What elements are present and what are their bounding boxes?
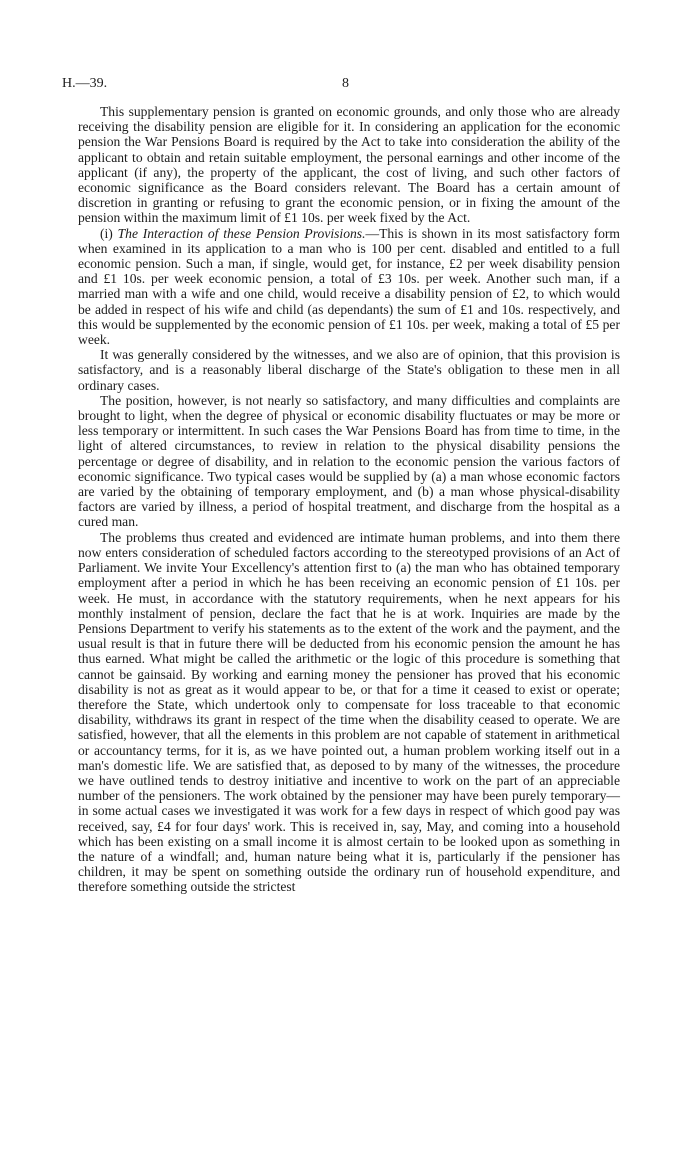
page-header [62, 76, 622, 96]
paragraph-problems: The problems thus created and evidenced are intimate human problems, and into them there now enters consideration of scheduled factors according to the stereotyped provisions of an Act of Parliament. We invite Your Excellency's attention first to (a) the man who has obtained temporary employment after a period in which he has been receiving an economic pension of £1 10s. per week. He must, in accordance with the statutory requirements, when he next appears for his monthly instalment of pension, declare the fact that he is at work. Inquiries are made by the Pensions Department to verify his statements as to the extent of the work and the payment, and the usual result is that in future there will be deducted from his economic pension the amount he has thus earned. What might be called the arithmetic or the logic of this procedure is something that cannot be gainsaid. By working and earning money the pensioner has proved that his economic disability is not as great as it would appear to be, or that for a time it ceased to exist or operate; therefore the State, which undertook only to compensate for loss traceable to that economic disability, withdraws its grant in respect of the time when the disability ceased to operate. We are satisfied, however, that all the elements in this problem are not capable of statement in arithmetical or accountancy terms, for it is, as we have pointed out, a human problem working itself out in a man's domestic life. We are satisfied that, as deposed to by many of the witnesses, the procedure we have outlined tends to destroy initiative and incentive to work on the part of an appreciable number of the pensioners. The work obtained by the pensioner may have been purely temporary—in some actual cases we investigated it was work for a few days in respect of which good pay was received, say, £4 for four days' work. This is received in, say, May, and coming into a household which has been existing on a small income it is almost certain to be looked upon as something in the nature of a windfall; and, human nature being what it is, particularly if the pensioner has children, it may be spent on something outside the ordinary run of household expenditure, and therefore something outside the strictest [78, 529, 620, 895]
document-reference: H.—39. [62, 76, 108, 91]
paragraph-supplementary-pension: This supplementary pension is granted on economic grounds, and only those who are already receiving the disability pension are eligible for it. In considering an application for the economic pension the War Pensions Board is required by the Act to take into consideration the ability of the applicant to obtain and retain suitable employment, the personal earnings and other income of the applicant (if any), the property of the applicant, the cost of living, and such other factors of economic significance as the Board considers relevant. The Board has a certain amount of discretion in granting or refusing to grant the economic pension, or in fixing the amount of the pension within the maximum limit of £1 10s. per week fixed by the Act. [78, 104, 620, 226]
paragraph-position: The position, however, is not nearly so satisfactory, and many difficulties and complaints are brought to light, when the degree of physical or economic disability fluctuates or may be more or less temporary or intermittent. In such cases the War Pensions Board has from time to time, in the light of altered circumstances, to review in relation to the physical disability pensions the percentage or degree of disability, and in relation to the economic pension the various factors of economic significance. Two typical cases would be supplied by (a) a man whose economic factors are varied by the obtaining of temporary employment, and (b) a man whose physical-disability factors are varied by illness, a period of hospital treatment, and discharge from the hospital as a cured man. [78, 392, 620, 530]
paragraph-witness-opinion: It was generally considered by the witnesses, and we also are of opinion, that this provision is satisfactory, and is a reasonably liberal discharge of the State's obligation to these men in all ordinary cases. [78, 347, 620, 393]
paragraph-interaction [78, 226, 620, 348]
section-prefix: (i) [100, 225, 118, 241]
body-text [78, 104, 620, 895]
section-heading: The Interaction of these Pension Provisions. [117, 225, 366, 241]
page-number: 8 [342, 76, 349, 91]
paragraph-interaction-text: —This is shown in its most satisfactory form when examined in its application to a man who is 100 per cent. disabled and entitled to a full economic pension. Such a man, if single, would get, for instance, £2 per week disability pension and £1 10s. per week economic pension, a total of £3 10s. per week. Another such man, if a married man with a wife and one child, would receive a disability pension of £2, to which would be added in respect of his wife and child (as dependants) the sum of £1 and 10s. respectively, and this would be supplemented by the economic pension of £1 10s. per week, making a total of £5 per week. [78, 225, 620, 348]
